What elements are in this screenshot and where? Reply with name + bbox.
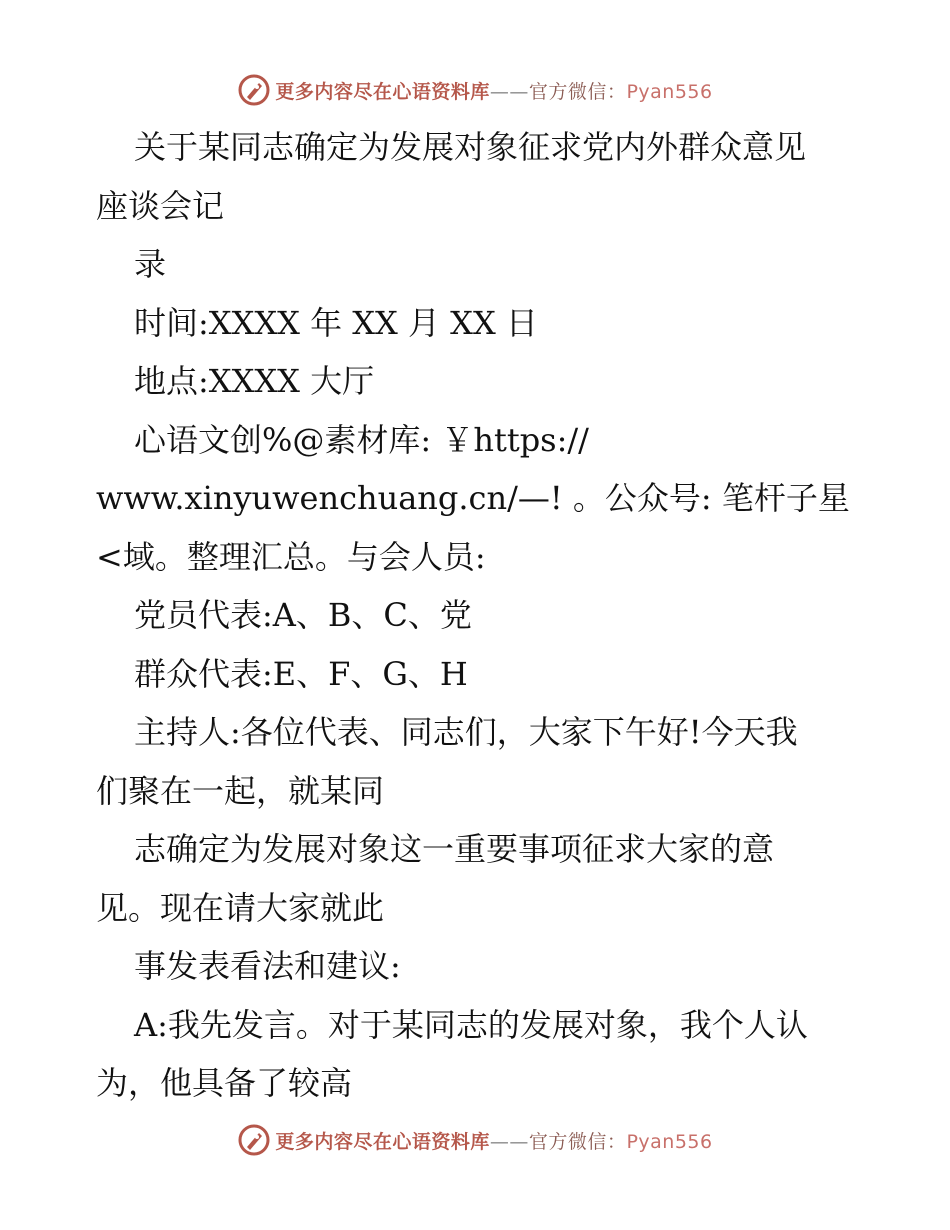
document-body [96,118,856,1113]
doc-line-party-reps: 党员代表:A、B、C、党 [134,596,472,634]
footer-wechat-id: Pyan556 [626,1130,713,1153]
doc-line-host-3: 志确定为发展对象这一重要事项征求大家的意 [134,830,775,868]
footer-brand: 更多内容尽在心语资料库 [275,1130,490,1153]
footer-separator: —— [489,1130,529,1153]
doc-line-host-1: 主持人:各位代表、同志们，大家下午好!今天我 [134,713,798,751]
doc-line-title-2: 座谈会记 [96,186,225,225]
header-banner-text [275,77,712,104]
footer-banner-text [275,1127,712,1154]
pen-nib-logo-icon [237,73,271,107]
doc-line-time: 时间:XXXX 年 XX 月 XX 日 [134,303,538,342]
pen-nib-logo-icon [237,1123,271,1157]
header-brand: 更多内容尽在心语资料库 [275,80,490,103]
doc-line-url: www.xinyuwenchuang.cn/—! 。公众号: 笔杆子星 [96,479,850,517]
doc-line-title-3: 录 [134,245,167,283]
doc-line-public-reps: 群众代表:E、F、G、H [134,654,468,693]
doc-line-source: 心语文创%@素材库: ￥https:// [134,420,589,459]
doc-line-host-4: 见。现在请大家就此 [96,888,385,927]
doc-line-speaker-a-1: A:我先发言。对于某同志的发展对象，我个人认 [134,1005,808,1044]
footer-wechat-label: 官方微信： [528,1130,627,1153]
header-banner [0,68,950,112]
header-wechat-id: Pyan556 [626,80,713,103]
doc-line-host-2: 们聚在一起，就某同 [96,771,385,810]
header-separator: —— [489,80,529,103]
doc-line-attendees: <域。整理汇总。与会人员: [96,537,486,576]
doc-line-host-5: 事发表看法和建议: [134,947,401,985]
doc-line-speaker-a-2: 为，他具备了较高 [96,1064,353,1102]
footer-banner [0,1118,950,1162]
doc-line-title-1: 关于某同志确定为发展对象征求党内外群众意见 [134,128,807,166]
doc-line-location: 地点:XXXX 大厅 [134,362,375,400]
header-wechat-label: 官方微信： [528,80,627,103]
